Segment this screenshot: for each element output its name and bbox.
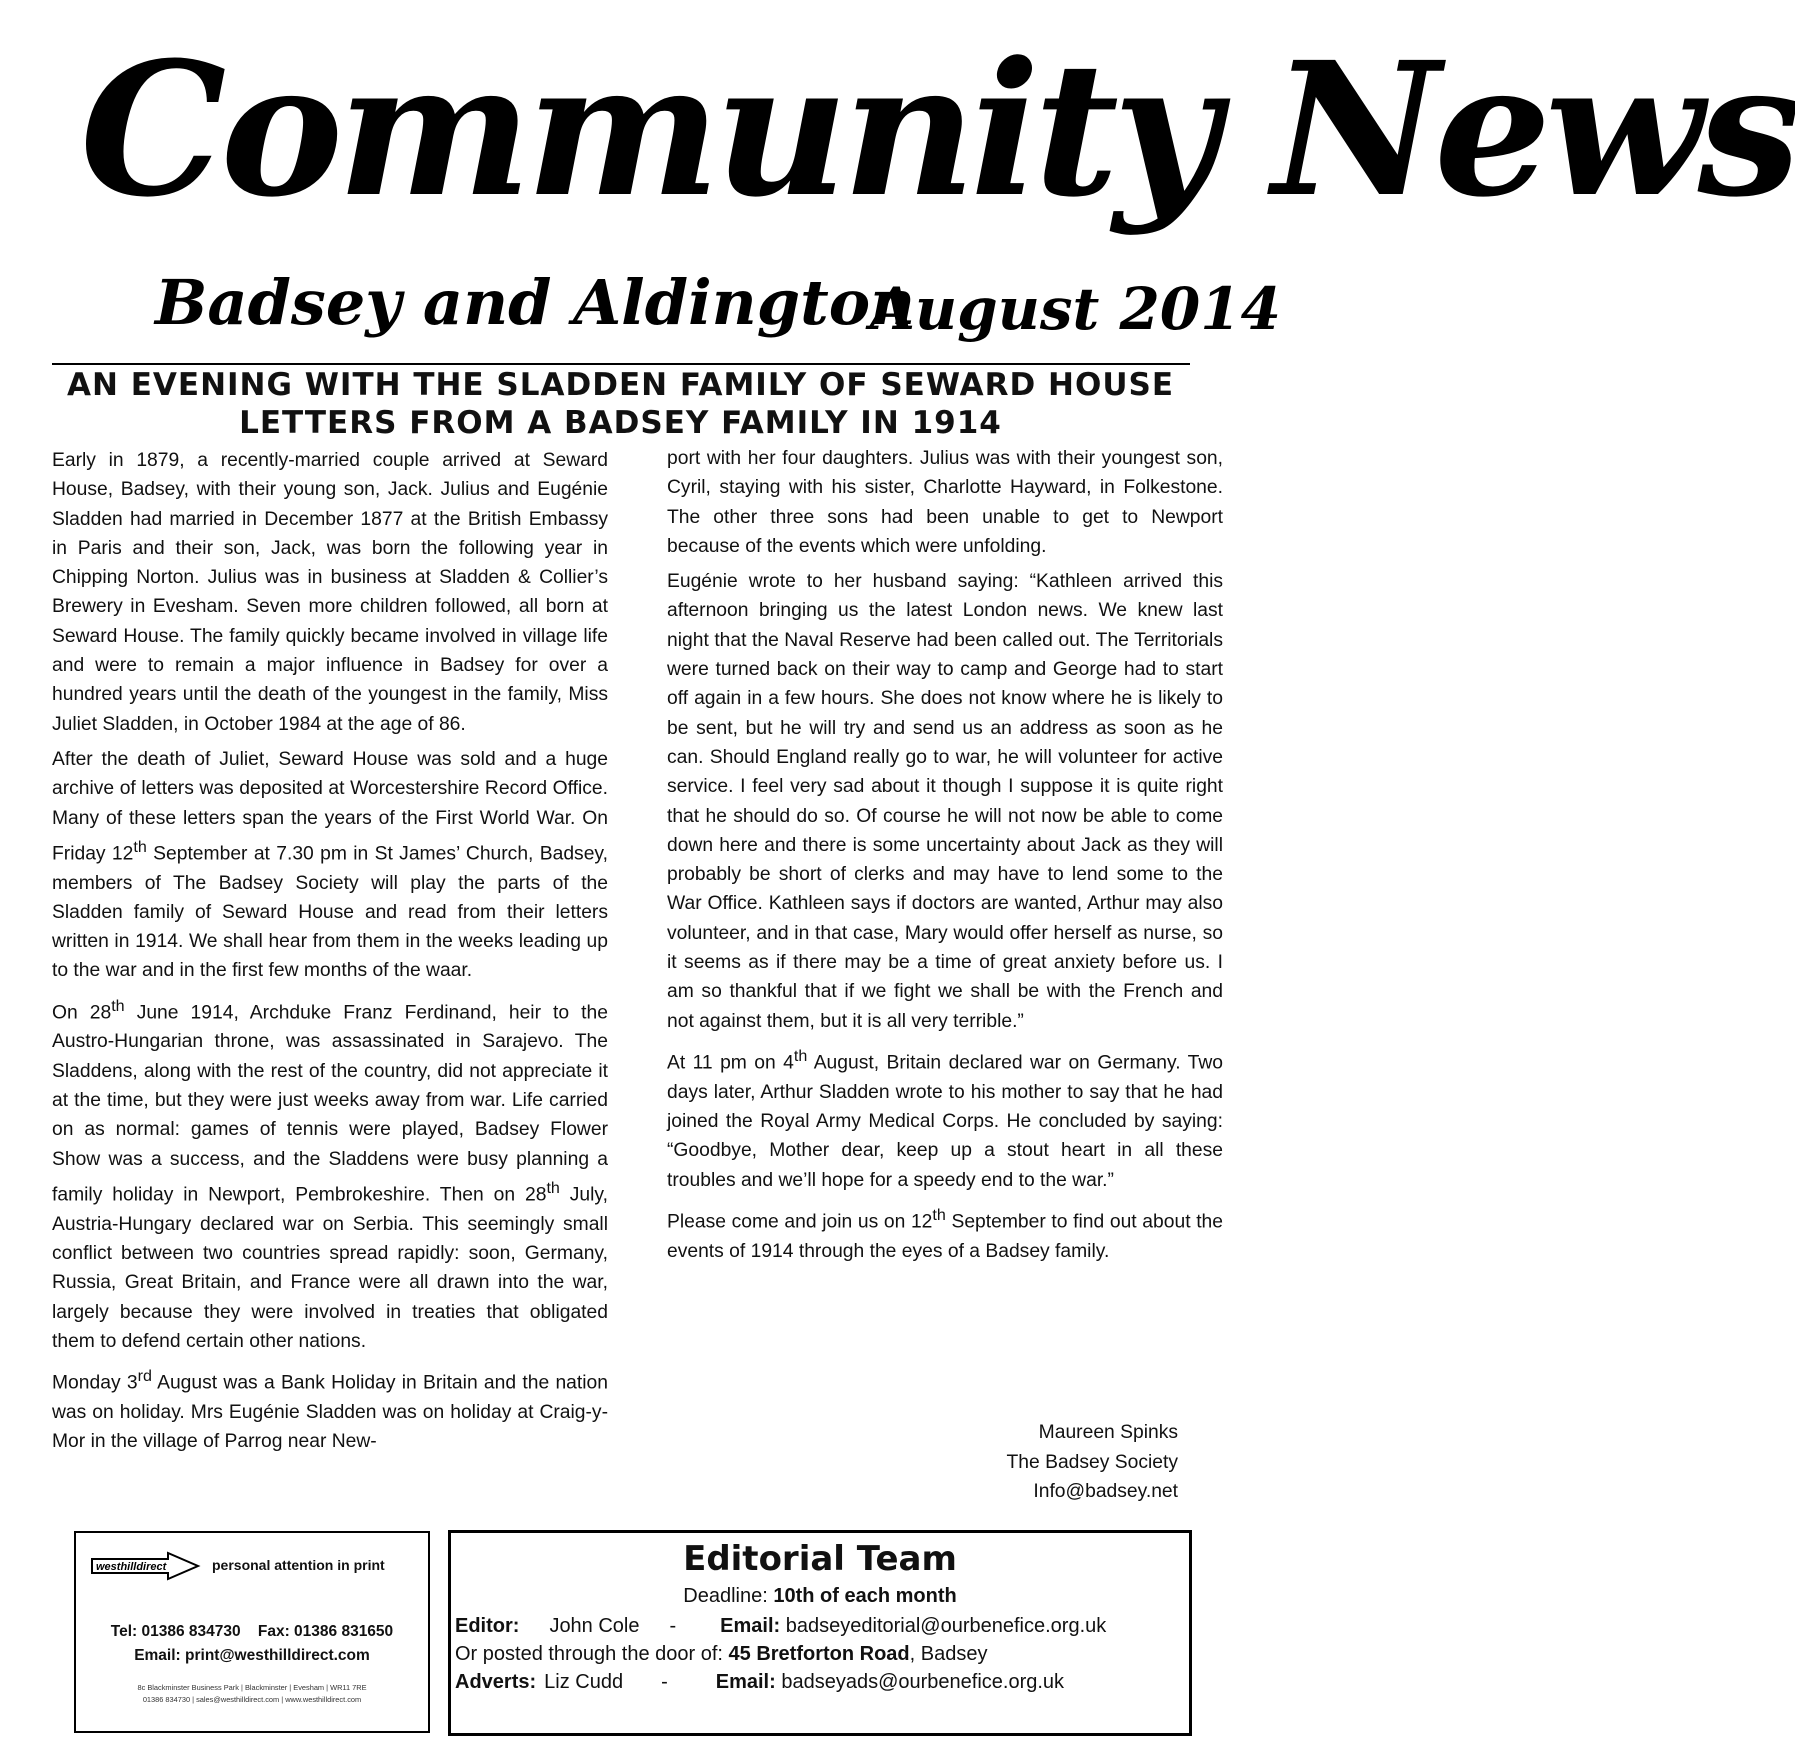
article-paragraph	[667, 1042, 1223, 1195]
adverts-name: Liz Cudd	[544, 1671, 624, 1693]
logo-text: westhilldirect	[96, 1561, 167, 1573]
deadline-value: 10th of each month	[773, 1585, 957, 1607]
ordinal-suffix: th	[111, 996, 125, 1015]
advert-tagline: personal attention in print	[212, 1557, 385, 1573]
article-paragraph: port with her four daughters. Julius was with their youngest son, Cyril, staying with his sister, Charlotte Hayward, in Folkestone. The other three sons had been unable to get to Newport because of the events which were unfolding.	[667, 448, 1223, 557]
adverts-label: Adverts:	[455, 1671, 537, 1693]
advert-contact: 01386 834730 | sales@westhilldirect.com | www.westhilldirect.com	[142, 1695, 362, 1704]
printer-advert	[74, 1531, 430, 1733]
editorial-deadline	[451, 1583, 1189, 1609]
posted-town: , Badsey	[909, 1643, 988, 1665]
headline-line-1: AN EVENING WITH THE SLADDEN FAMILY OF SEWARD HOUSE	[67, 367, 1174, 403]
text-run: August, Britain declared war on Germany. Two days later, Arthur Sladden wrote to his mother to say that he had joined the Royal Army Medical Corps. He concluded by saying: “Goodbye, Mother dear, keep up a stout heart in all these troubles and we’ll hope for a speedy end to the war.”	[667, 1052, 1223, 1191]
posted-label: Or posted through the door of:	[455, 1643, 729, 1665]
ordinal-suffix: th	[133, 837, 147, 856]
author-email: Info@badsey.net	[1033, 1481, 1178, 1502]
author-name: Maureen Spinks	[1038, 1422, 1178, 1443]
article-paragraph	[52, 1362, 608, 1456]
deadline-label: Deadline:	[683, 1585, 774, 1607]
advert-email: Email: print@westhilldirect.com	[134, 1647, 370, 1664]
advert-address: 8c Blackminster Business Park | Blackminster | Evesham | WR11 7RE	[137, 1683, 367, 1692]
editor-email: badseyeditorial@ourbenefice.org.uk	[785, 1615, 1107, 1637]
issue-date: August 2014	[870, 275, 1281, 343]
posted-line	[455, 1641, 987, 1667]
adverts-line	[455, 1669, 1064, 1695]
ordinal-suffix: th	[932, 1205, 946, 1224]
text-run: At 11 pm on 4	[667, 1052, 794, 1074]
article-paragraph	[667, 1201, 1223, 1266]
masthead-title: Community News	[80, 22, 1795, 238]
editorial-team-box	[448, 1530, 1192, 1736]
editorial-title: Editorial Team	[683, 1539, 957, 1579]
article-right-column	[667, 444, 1223, 1272]
editor-name: John Cole	[549, 1615, 640, 1637]
text-run: July, Austria-Hungary declared war on Serbia. This seemingly small conflict between two countries spread rapidly: soon, Germany, Russia, Great Britain, and France were all drawn into the war, largely because they were involved in treaties that obligated them to defend certain other nations.	[52, 1184, 608, 1352]
article-paragraph: Early in 1879, a recently-married couple arrived at Seward House, Badsey, with their young son, Jack. Julius and Eugénie Sladden had married in December 1877 at the British Embassy in Paris and their son, Jack, was born the following year in Chipping Norton. Julius was in business at Sladden & Collier’s Brewery in Evesham. Seven more children followed, all born at Seward House. The family quickly became involved in village life and were to remain a major influence in Badsey for over a hundred years until the death of the youngest in the family, Miss Juliet Sladden, in October 1984 at the age of 86.	[52, 450, 608, 735]
adverts-email-label: Email:	[715, 1671, 776, 1693]
text-run: After the death of Juliet, Seward House was sold and a huge archive of letters was deposited at Worcestershire Record Office. Many of these letters span the years of the First World War. On Friday 12	[52, 748, 608, 865]
ordinal-suffix: rd	[137, 1367, 152, 1386]
article-paragraph	[52, 992, 608, 1356]
masthead-rule	[52, 363, 1190, 365]
separator-dash: -	[669, 1615, 677, 1637]
editor-line	[455, 1613, 1106, 1639]
text-run: Monday 3	[52, 1372, 138, 1394]
text-run: Please come and join us on 12	[667, 1211, 933, 1233]
text-run: September to find out about the events of 1914 through the eyes of a Badsey family.	[667, 1211, 1223, 1262]
posted-address: 45 Bretforton Road	[728, 1643, 910, 1665]
headline-line-2: LETTERS FROM A BADSEY FAMILY IN 1914	[239, 405, 1002, 441]
text-run: September at 7.30 pm in St James’ Church, Badsey, members of The Badsey Society will play the parts of the Sladden family of Seward House and read from their letters written in 1914. We shall hear from them in the weeks leading up to the war and in the first few months of the waar.	[52, 843, 608, 982]
article-left-column	[52, 446, 608, 1462]
separator-dash: -	[661, 1671, 668, 1693]
ordinal-suffix: th	[793, 1046, 808, 1065]
adverts-email: badseyads@ourbenefice.org.uk	[781, 1671, 1065, 1693]
text-run: August was a Bank Holiday in Britain and the nation was on holiday. Mrs Eugénie Sladden was on holiday at Craig-y-Mor in the village of Parrog near New-	[52, 1372, 608, 1453]
text-run: On 28	[52, 1002, 112, 1024]
article-signoff	[900, 1418, 1178, 1507]
ordinal-suffix: th	[546, 1178, 560, 1197]
article-paragraph	[52, 745, 608, 986]
westhilldirect-logo	[90, 1551, 202, 1581]
article-paragraph: Eugénie wrote to her husband saying: “Kathleen arrived this afternoon bringing us the latest London news. We knew last night that the Naval Reserve had been called out. The Territorials were turned back on their way to camp and George had to start off again in a few hours. She does not know where he is likely to be sent, but he will try and send us an address as soon as he can. Should England really go to war, he will volunteer for active service. I feel very sad about it though I suppose it is quite right that he should do so. Of course he will not now be able to come down here and there is some uncertainty about Jack as they will probably be short of clerks and may have to lend some to the War Office. Kathleen says if doctors are wanted, Arthur may also volunteer, and in that case, Mary would offer herself as nurse, so it seems as if there may be a time of great anxiety before us. I am so thankful that if we fight we shall be with the French and not against them, but it is all very terrible.”	[667, 571, 1223, 1032]
editor-label: Editor:	[455, 1615, 520, 1637]
advert-phone: Tel: 01386 834730 Fax: 01386 831650	[110, 1623, 394, 1640]
editor-email-label: Email:	[720, 1615, 781, 1637]
author-organisation: The Badsey Society	[1006, 1451, 1178, 1473]
text-run: June 1914, Archduke Franz Ferdinand, heir to the Austro-Hungarian throne, was assassinated in Sarajevo. The Sladdens, along with the rest of the country, did not appreciate it at the time, but they were just weeks away from war. Life carried on as normal: games of tennis were played, Badsey Flower Show was a success, and the Sladdens were busy planning a family holiday in Newport, Pembrokeshire. Then on 28	[52, 1002, 608, 1206]
masthead-subtitle: Badsey and Aldington	[155, 266, 916, 339]
